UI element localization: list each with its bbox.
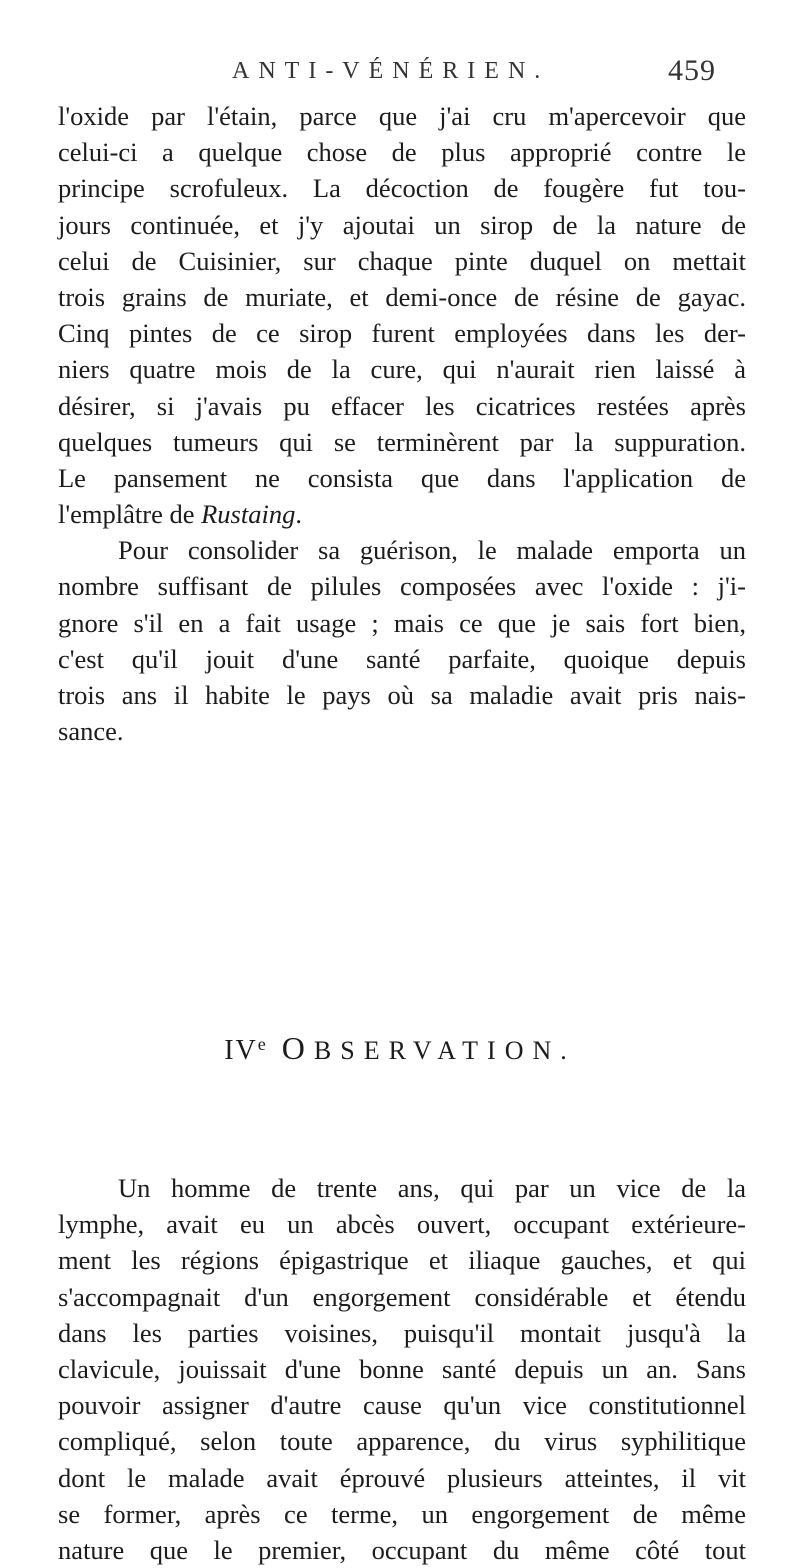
text-line: c'est qu'il jouit d'une santé parfaite, quoique depuis	[58, 643, 746, 674]
text-line: sance.	[58, 716, 124, 747]
text-fragment: .	[295, 499, 302, 530]
text-line: Un homme de trente ans, qui par un vice de la	[118, 1173, 746, 1203]
section-number-suffix: e	[257, 1034, 268, 1054]
running-title: ANTI-VÉNÉRIEN.	[232, 58, 550, 84]
text-line: dont le malade avait éprouvé plusieurs atteintes, il vit	[58, 1462, 746, 1493]
text-line: se former, après ce terme, un engorgement de même	[58, 1498, 746, 1529]
text-line: trois ans il habite le pays où sa maladie avait pris nais-	[58, 680, 746, 710]
text-line: dans les parties voisines, puisqu'il montait jusqu'à la	[58, 1317, 746, 1348]
text-fragment: l'emplâtre de	[58, 499, 202, 530]
text-line: trois grains de muriate, et demi-once de résine de gayac.	[58, 281, 746, 312]
running-head	[0, 54, 800, 98]
page-number: 459	[668, 54, 716, 87]
text-line	[58, 496, 746, 532]
text-line: lymphe, avait eu un abcès ouvert, occupant extérieure-	[58, 1209, 746, 1240]
section-heading	[0, 1030, 800, 1067]
text-line: Cinq pintes de ce sirop furent employées dans les der-	[58, 318, 746, 349]
text-line: désirer, si j'avais pu effacer les cicatrices restées après	[58, 390, 746, 421]
text-line: nature que le premier, occupant du même côté tout	[58, 1534, 746, 1565]
section-title	[281, 1030, 576, 1066]
text-line: nombre suffisant de pilules composées avec l'oxide : j'i-	[58, 571, 746, 602]
section-title-initial: O	[281, 1030, 314, 1066]
text-block-bottom	[58, 1170, 746, 1568]
text-line: quelques tumeurs qui se terminèrent par la suppuration.	[58, 426, 746, 457]
text-line: jours continuée, et j'y ajoutai un sirop de la nature de	[58, 209, 746, 240]
text-line: niers quatre mois de la cure, qui n'aurait rien laissé à	[58, 354, 746, 385]
text-line: l'oxide par l'étain, parce que j'ai cru m'apercevoir que	[58, 101, 746, 131]
text-line: celui-ci a quelque chose de plus approprié contre le	[58, 137, 746, 168]
text-block-top	[58, 98, 746, 749]
text-line: Pour consolider sa guérison, le malade emporta un	[118, 535, 746, 566]
section-title-rest: BSERVATION.	[313, 1036, 576, 1065]
text-line: clavicule, jouissait d'une bonne santé depuis un an. Sans	[58, 1353, 746, 1384]
text-line: pouvoir assigner d'autre cause qu'un vice constitutionnel	[58, 1390, 746, 1421]
text-line: s'accompagnait d'un engorgement considérable et étendu	[58, 1281, 746, 1312]
italic-name: Rustaing	[201, 499, 296, 530]
section-number: IVe	[224, 1034, 268, 1066]
text-line: gnore s'il en a fait usage ; mais ce que je sais fort bien,	[58, 607, 746, 638]
text-line: Le pansement ne consista que dans l'application de	[58, 462, 746, 493]
text-line: ment les régions épigastrique et iliaque gauches, et qui	[58, 1245, 746, 1276]
text-line: celui de Cuisinier, sur chaque pinte duquel on mettait	[58, 245, 746, 276]
text-line: compliqué, selon toute apparence, du virus syphilitique	[58, 1426, 746, 1457]
text-line: principe scrofuleux. La décoction de fougère fut tou-	[58, 173, 746, 204]
